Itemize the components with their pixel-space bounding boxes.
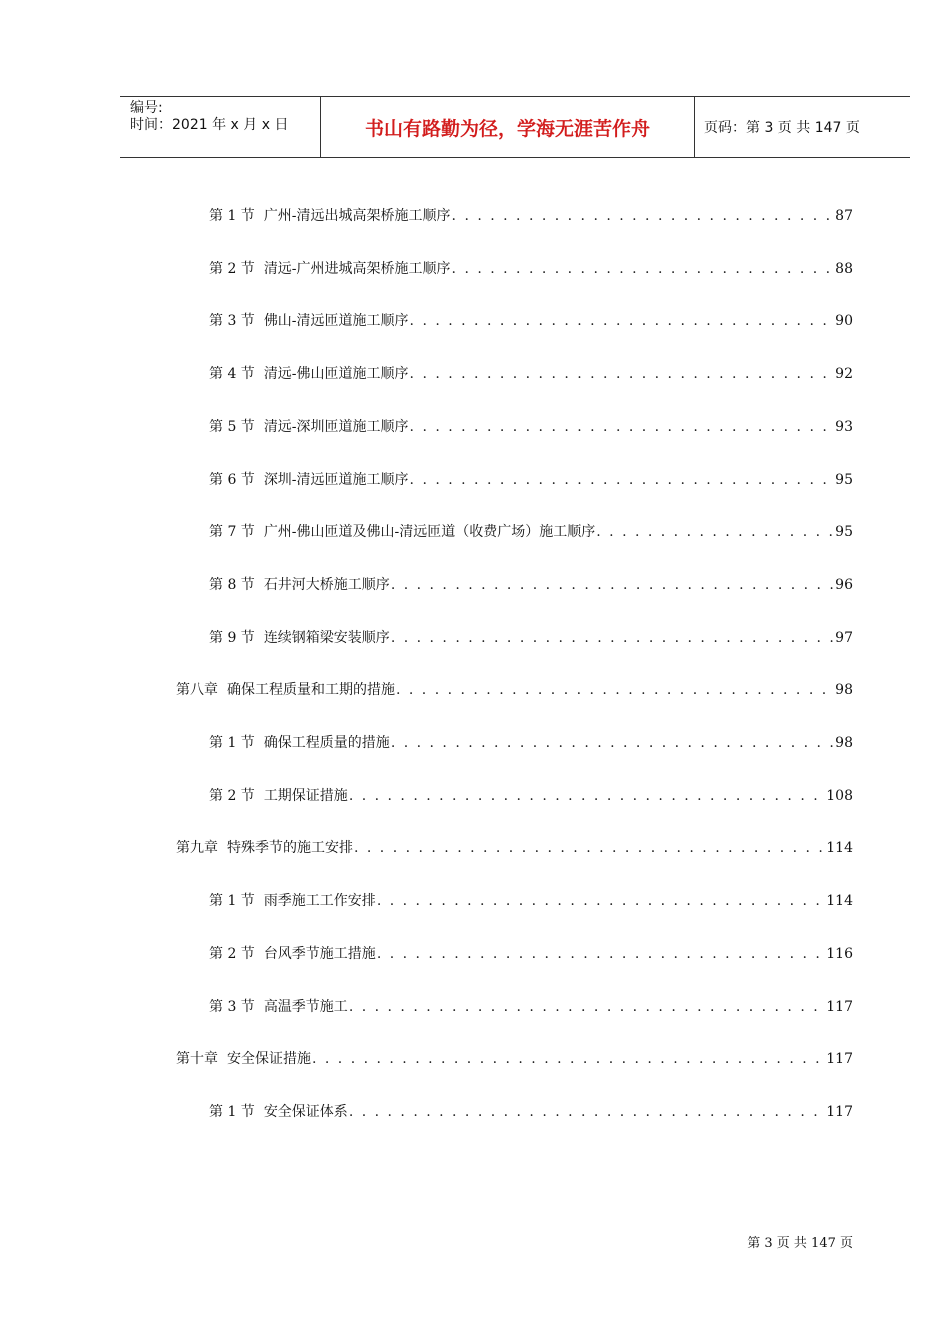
- toc-entry-number: 第八章: [176, 682, 218, 698]
- toc-entry-title: 清远-深圳匝道施工顺序: [263, 419, 409, 435]
- toc-section-entry[interactable]: [209, 574, 853, 594]
- toc-chapter-entry[interactable]: [176, 837, 853, 857]
- toc-entry-page: 97: [835, 630, 853, 646]
- toc-entry-leader: [410, 313, 835, 329]
- toc-section-entry[interactable]: [209, 416, 853, 436]
- header-number-label: 编号:: [130, 100, 163, 116]
- toc-entry-number: 第 2 节: [209, 261, 255, 277]
- header-time-label: 时间：2021 年 x 月 x 日: [130, 117, 289, 133]
- toc-entry-title: 工期保证措施: [263, 788, 348, 804]
- toc-entry-leader: [391, 630, 834, 646]
- toc-entry-page: 117: [826, 999, 853, 1015]
- toc-entry-page: 114: [826, 893, 853, 909]
- toc-section-entry[interactable]: [209, 627, 853, 647]
- toc-entry-title: 佛山-清远匝道施工顺序: [263, 313, 409, 329]
- toc-entry-title: 确保工程质量和工期的措施: [227, 682, 395, 698]
- toc-entry-page: 117: [826, 1104, 853, 1120]
- toc-entry-leader: [410, 366, 835, 382]
- toc-entry-page: 98: [835, 682, 853, 698]
- toc-entry-leader: [452, 208, 835, 224]
- footer-page-number: 第 3 页 共 147 页: [747, 1236, 853, 1251]
- toc-entry-number: 第 3 节: [209, 313, 255, 329]
- toc-entry-number: 第 9 节: [209, 630, 255, 646]
- toc-entry-page: 93: [835, 419, 853, 435]
- header-meta: [120, 97, 321, 157]
- toc-entry-page: 95: [835, 524, 853, 540]
- toc-entry-page: 98: [835, 735, 853, 751]
- toc-entry-page: 87: [835, 208, 853, 224]
- toc-entry-title: 雨季施工工作安排: [263, 893, 376, 909]
- toc-entry-number: 第 1 节: [209, 735, 255, 751]
- toc-entry-title: 安全保证体系: [263, 1104, 348, 1120]
- toc-entry-leader: [377, 893, 825, 909]
- toc-entry-page: 88: [835, 261, 853, 277]
- toc-entry-number: 第 2 节: [209, 788, 255, 804]
- toc-section-entry[interactable]: [209, 943, 853, 963]
- toc-entry-title: 台风季节施工措施: [263, 946, 376, 962]
- toc-entry-title: 清远-佛山匝道施工顺序: [263, 366, 409, 382]
- toc-entry-number: 第 2 节: [209, 946, 255, 962]
- toc-entry-title: 清远-广州进城高架桥施工顺序: [263, 261, 451, 277]
- toc-section-entry[interactable]: [209, 310, 853, 330]
- toc-entry-number: 第 6 节: [209, 472, 255, 488]
- toc-entry-page: 92: [835, 366, 853, 382]
- toc-entry-title: 连续钢箱梁安装顺序: [263, 630, 390, 646]
- toc-section-entry[interactable]: [209, 521, 853, 541]
- toc-entry-number: 第 7 节: [209, 524, 255, 540]
- header-page-info: 页码：第 3 页 共 147 页: [704, 120, 860, 136]
- toc-entry-title: 广州-佛山匝道及佛山-清远匝道（收费广场）施工顺序: [263, 524, 596, 540]
- toc-entry-page: 108: [826, 788, 853, 804]
- toc-section-entry[interactable]: [209, 890, 853, 910]
- toc-entry-title: 特殊季节的施工安排: [227, 840, 353, 856]
- toc-entry-number: 第 4 节: [209, 366, 255, 382]
- toc-entry-number: 第十章: [176, 1051, 218, 1067]
- toc-entry-leader: [349, 999, 825, 1015]
- toc-section-entry[interactable]: [209, 996, 853, 1016]
- header-motto: 书山有路勤为径，学海无涯苦作舟: [321, 97, 695, 157]
- toc-entry-number: 第九章: [176, 840, 218, 856]
- toc-section-entry[interactable]: [209, 785, 853, 805]
- toc-entry-page: 96: [835, 577, 853, 593]
- toc-chapter-entry[interactable]: [176, 679, 853, 699]
- toc-entry-leader: [410, 472, 835, 488]
- toc-section-entry[interactable]: [209, 732, 853, 752]
- toc-section-entry[interactable]: [209, 469, 853, 489]
- toc-entry-page: 95: [835, 472, 853, 488]
- toc-section-entry[interactable]: [209, 1101, 853, 1121]
- toc-entry-leader: [452, 261, 835, 277]
- toc-entry-leader: [391, 735, 834, 751]
- toc-entry-page: 90: [835, 313, 853, 329]
- toc-entry-leader: [349, 1104, 825, 1120]
- toc-section-entry[interactable]: [209, 258, 853, 278]
- toc-entry-title: 确保工程质量的措施: [263, 735, 390, 751]
- toc-entry-title: 广州-清远出城高架桥施工顺序: [263, 208, 451, 224]
- toc-entry-number: 第 1 节: [209, 1104, 255, 1120]
- toc-section-entry[interactable]: [209, 363, 853, 383]
- toc-entry-page: 116: [826, 946, 853, 962]
- toc-chapter-entry[interactable]: [176, 1048, 853, 1068]
- toc-entry-title: 高温季节施工: [263, 999, 348, 1015]
- toc-entry-leader: [377, 946, 825, 962]
- toc-entry-leader: [396, 682, 834, 698]
- toc-entry-leader: [596, 524, 834, 540]
- toc-entry-leader: [349, 788, 825, 804]
- toc-entry-number: 第 8 节: [209, 577, 255, 593]
- toc-entry-title: 石井河大桥施工顺序: [263, 577, 390, 593]
- toc-entry-number: 第 1 节: [209, 208, 255, 224]
- toc-entry-number: 第 3 节: [209, 999, 255, 1015]
- toc-entry-leader: [354, 840, 825, 856]
- toc-entry-page: 117: [826, 1051, 853, 1067]
- toc-entry-number: 第 5 节: [209, 419, 255, 435]
- toc-entry-title: 安全保证措施: [227, 1051, 311, 1067]
- document-header: [120, 96, 910, 158]
- toc-section-entry[interactable]: [209, 205, 853, 225]
- toc-entry-number: 第 1 节: [209, 893, 255, 909]
- toc-entry-leader: [391, 577, 834, 593]
- toc-entry-page: 114: [826, 840, 853, 856]
- toc-entry-title: 深圳-清远匝道施工顺序: [263, 472, 409, 488]
- toc-entry-leader: [410, 419, 835, 435]
- toc-entry-leader: [312, 1051, 825, 1067]
